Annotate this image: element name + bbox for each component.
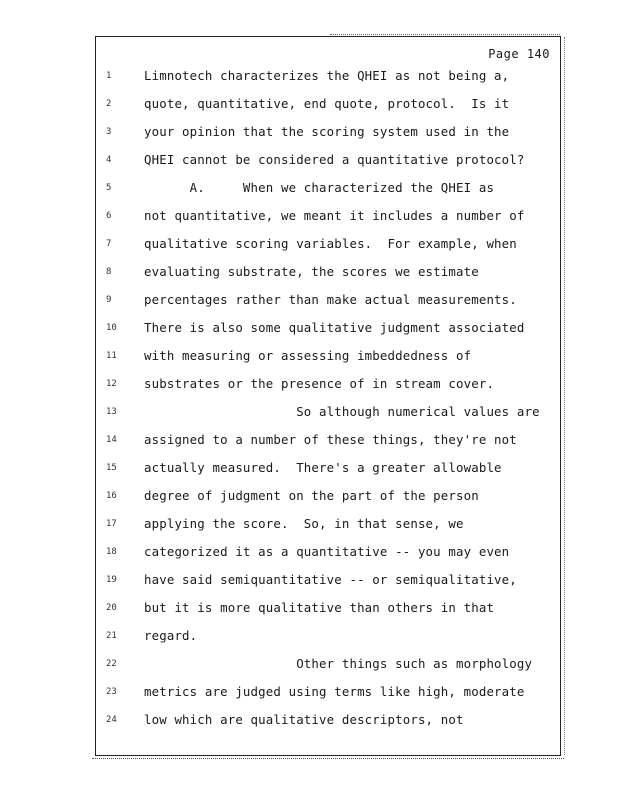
line-number: 24 [106,715,117,725]
transcript-line [96,319,560,347]
line-number: 23 [106,687,117,697]
line-number: 1 [106,71,112,81]
line-number: 15 [106,463,117,473]
bottom-scan-edge [92,758,564,759]
transcript-line [96,627,560,655]
line-number: 18 [106,547,117,557]
page-number: Page 140 [488,47,550,61]
line-text: but it is more qualitative than others in that [144,600,495,615]
transcript-line [96,683,560,711]
line-number: 2 [106,99,112,109]
line-number: 21 [106,631,117,641]
line-text: quote, quantitative, end quote, protocol. Is it [144,96,510,111]
transcript-line [96,571,560,599]
line-text: metrics are judged using terms like high, moderate [144,684,525,699]
transcript-line [96,347,560,375]
line-number: 16 [106,491,117,501]
line-text: your opinion that the scoring system used in the [144,124,510,139]
line-number: 8 [106,267,112,277]
line-text: actually measured. There's a greater allowable [144,460,502,475]
top-scan-edge [330,34,560,35]
line-number: 9 [106,295,112,305]
transcript-line [96,123,560,151]
line-number: 19 [106,575,117,585]
line-number: 14 [106,435,117,445]
line-text: There is also some qualitative judgment associated [144,320,525,335]
line-text: substrates or the presence of in stream cover. [144,376,495,391]
line-text: percentages rather than make actual measurements. [144,292,517,307]
transcript-line [96,515,560,543]
transcript-line [96,291,560,319]
line-number: 11 [106,351,117,361]
line-number: 3 [106,127,112,137]
line-text: have said semiquantitative -- or semiqualitative, [144,572,517,587]
line-text: evaluating substrate, the scores we estimate [144,264,479,279]
line-number: 22 [106,659,117,669]
transcript-line [96,235,560,263]
line-number: 4 [106,155,112,165]
transcript-line [96,67,560,95]
line-number: 5 [106,183,112,193]
transcript-line [96,459,560,487]
transcript-line [96,179,560,207]
transcript-line [96,403,560,431]
line-text: So although numerical values are [144,404,540,419]
transcript-page [95,36,561,756]
line-number: 13 [106,407,117,417]
line-text: applying the score. So, in that sense, we [144,516,464,531]
line-number: 7 [106,239,112,249]
line-text: regard. [144,628,198,643]
line-text: with measuring or assessing imbeddedness of [144,348,472,363]
line-text: A. When we characterized the QHEI as [144,180,495,195]
transcript-lines [96,67,560,739]
transcript-line [96,711,560,739]
transcript-line [96,151,560,179]
line-number: 20 [106,603,117,613]
line-text: degree of judgment on the part of the person [144,488,479,503]
line-number: 12 [106,379,117,389]
line-text: QHEI cannot be considered a quantitative protocol? [144,152,525,167]
transcript-line [96,431,560,459]
line-text: qualitative scoring variables. For example, when [144,236,517,251]
transcript-line [96,655,560,683]
line-text: Limnotech characterizes the QHEI as not being a, [144,68,510,83]
transcript-line [96,543,560,571]
line-text: Other things such as morphology [144,656,533,671]
line-number: 6 [106,211,112,221]
line-text: assigned to a number of these things, they're not [144,432,517,447]
transcript-line [96,599,560,627]
line-number: 17 [106,519,117,529]
line-text: categorized it as a quantitative -- you may even [144,544,510,559]
transcript-line [96,207,560,235]
line-text: not quantitative, we meant it includes a number of [144,208,525,223]
line-text: low which are qualitative descriptors, not [144,712,464,727]
transcript-line [96,375,560,403]
line-number: 10 [106,323,117,333]
transcript-line [96,263,560,291]
transcript-line [96,487,560,515]
transcript-line [96,95,560,123]
